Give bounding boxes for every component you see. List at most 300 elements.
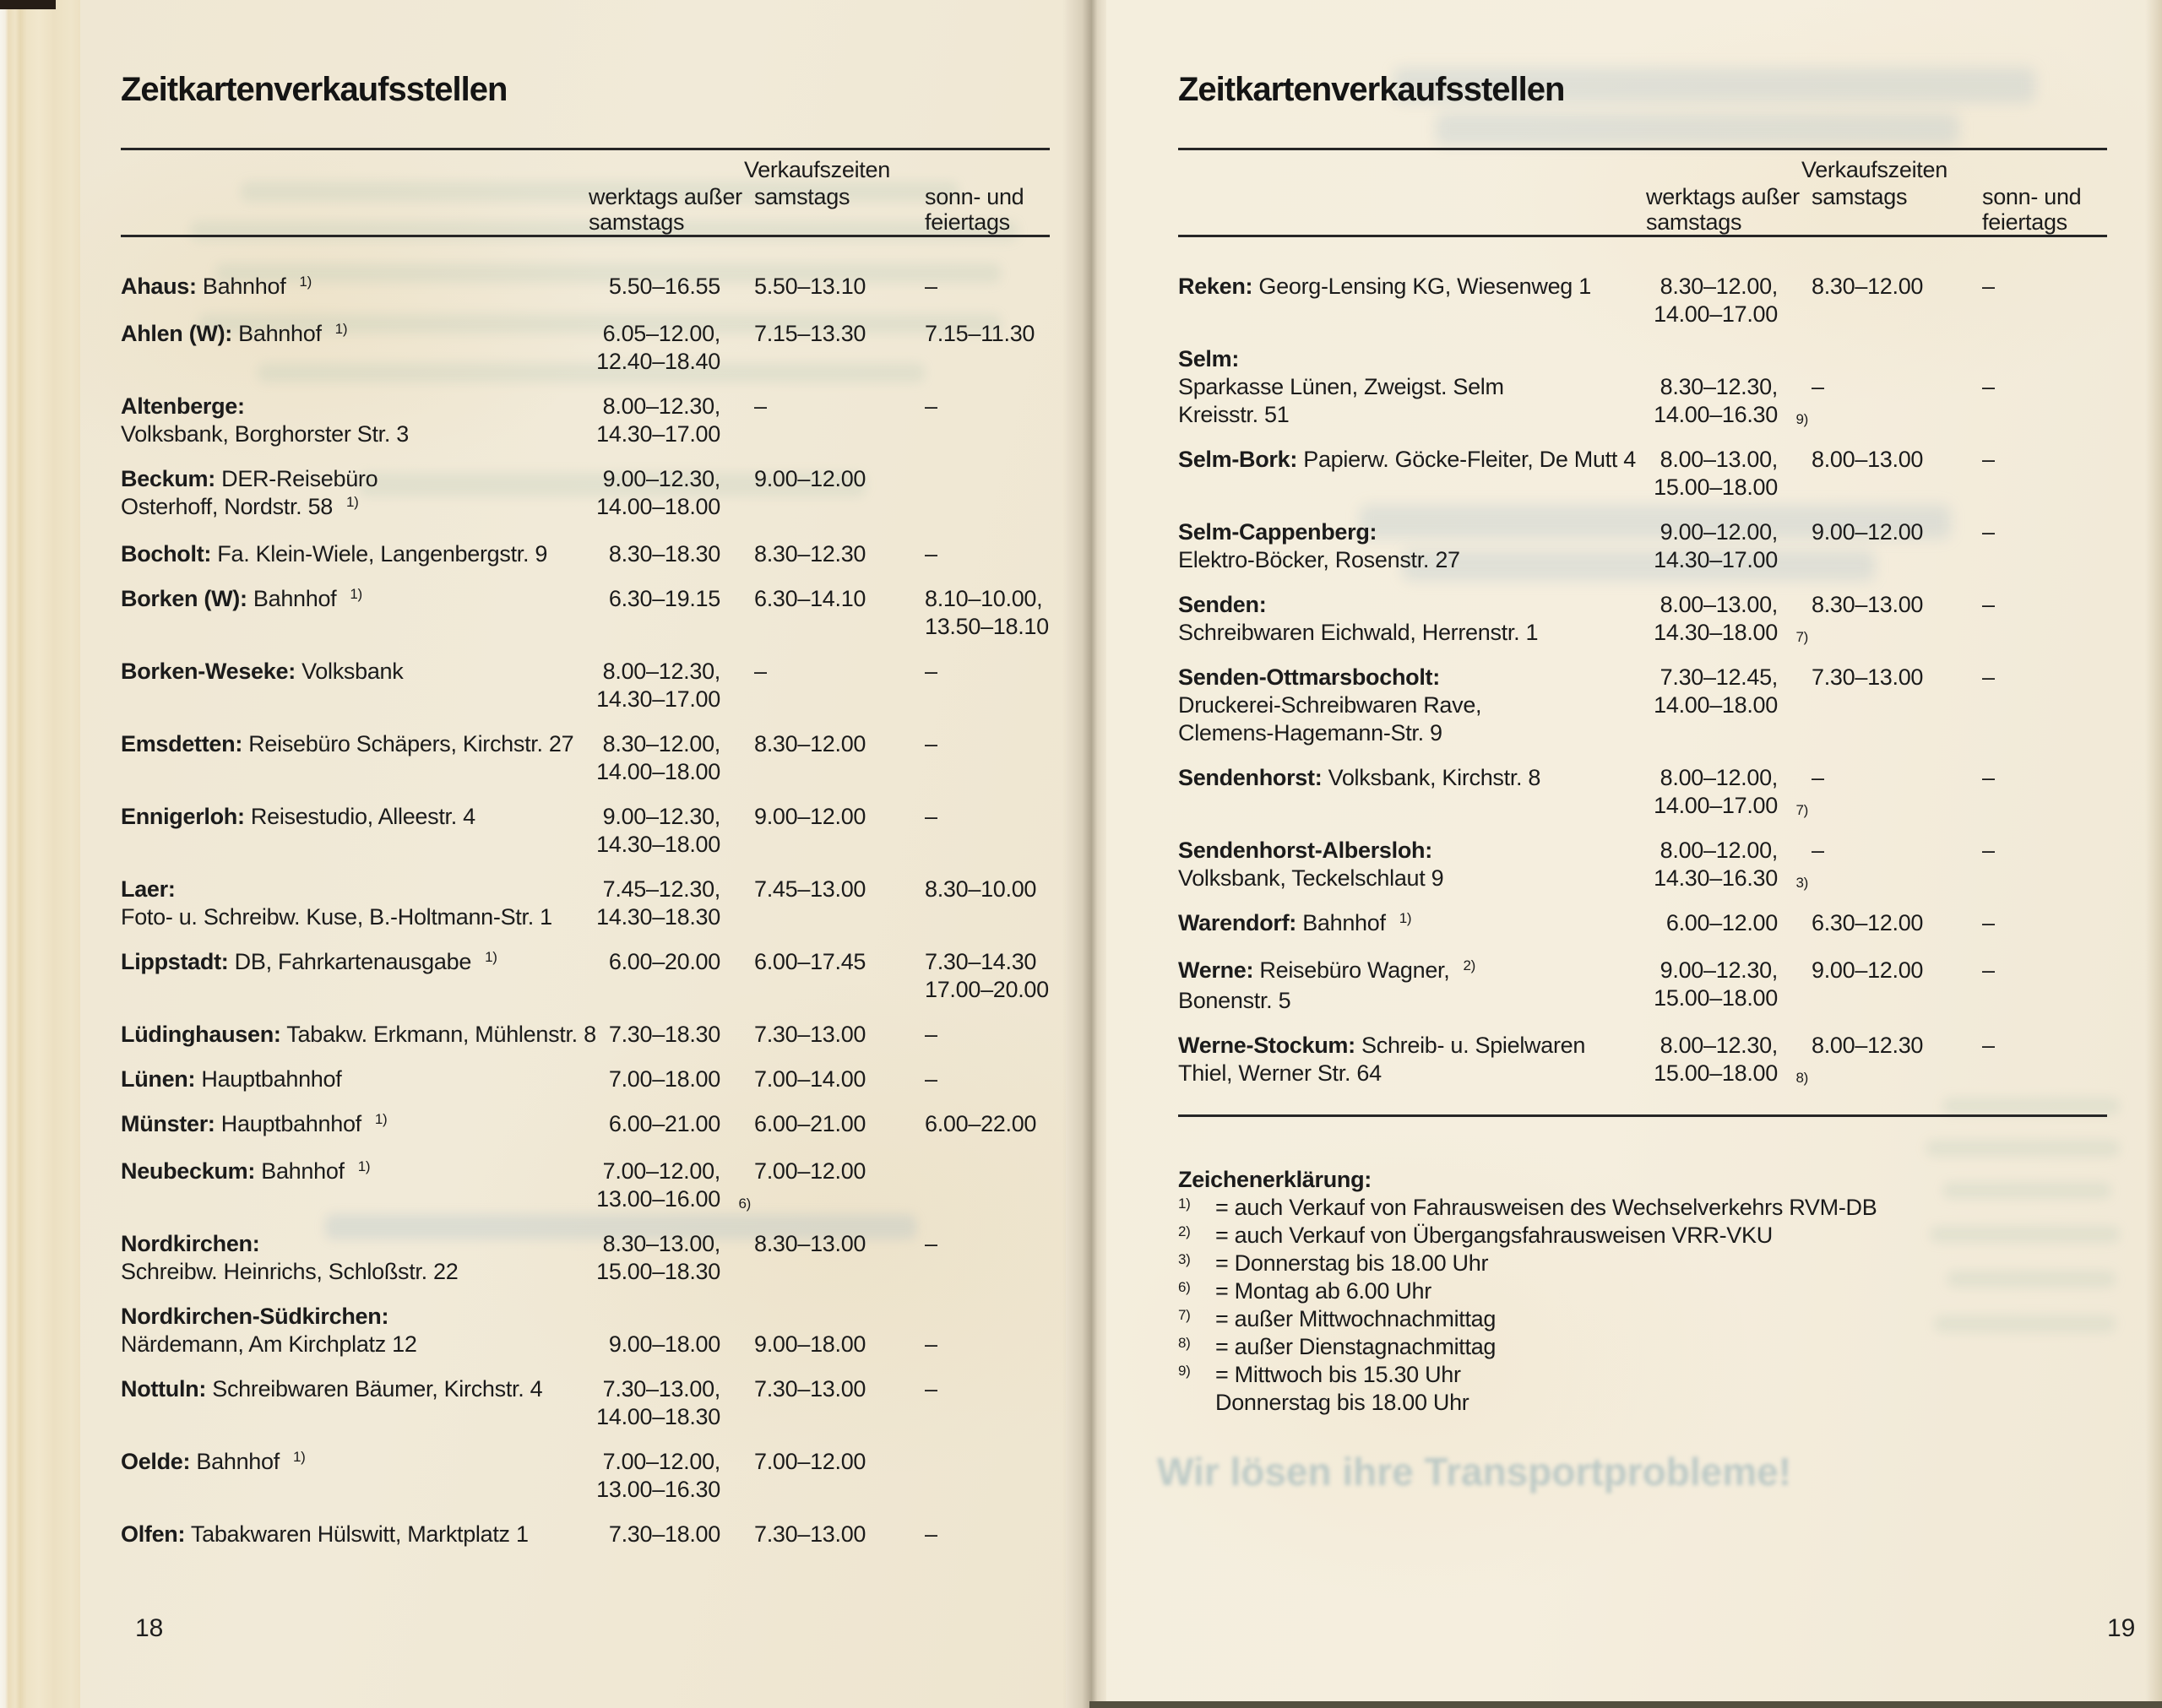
time-line: 9.00–12.30, bbox=[602, 466, 720, 491]
footnote-marker: 6) bbox=[738, 1196, 751, 1212]
book-gutter-shadow bbox=[1062, 0, 1106, 1708]
row-location-line bbox=[1178, 373, 1646, 401]
time-line: 8.30–12.30 bbox=[754, 541, 866, 567]
row-location-text: Thiel, Werner Str. 64 bbox=[1178, 1060, 1382, 1086]
time-line: 6.00–17.45 bbox=[754, 949, 866, 974]
row-location bbox=[1178, 1032, 1646, 1087]
footnote-marker: 7) bbox=[1178, 1307, 1191, 1323]
time-line: 6.30–12.00 bbox=[1812, 910, 1924, 935]
row-times-saturday bbox=[720, 730, 923, 786]
time-line: 9.00–12.30, bbox=[1660, 957, 1778, 983]
row-times-weekdays bbox=[1646, 446, 1778, 502]
time-line: 15.00–18.30 bbox=[596, 1259, 720, 1284]
footnote-marker: 1) bbox=[1178, 1196, 1191, 1212]
row-location-line bbox=[121, 493, 589, 523]
row-location-text: Papierw. Göcke-Fleiter, De Mutt 4 bbox=[1297, 447, 1636, 472]
row-times-weekdays bbox=[589, 948, 720, 1004]
row-location bbox=[121, 1375, 589, 1431]
table-row bbox=[121, 1158, 1050, 1213]
time-line: 8.30–12.00 bbox=[1812, 274, 1924, 299]
time-line: 6.30–19.15 bbox=[608, 586, 720, 611]
footnote-marker: 1) bbox=[1399, 910, 1412, 926]
table-row bbox=[121, 585, 1050, 641]
row-location bbox=[1178, 518, 1646, 574]
time-line: – bbox=[925, 731, 937, 756]
row-location bbox=[121, 540, 589, 568]
page-title: Zeitkartenverkaufsstellen bbox=[1178, 71, 1565, 108]
time-line: 9.00–18.00 bbox=[754, 1331, 866, 1357]
time-line: – bbox=[1812, 765, 1824, 790]
row-times-weekdays bbox=[589, 465, 720, 523]
table-row bbox=[121, 1303, 1050, 1358]
row-times-sunday bbox=[1980, 273, 2107, 328]
time-line: 8.00–12.00, bbox=[1660, 765, 1778, 790]
time-line: 14.30–17.00 bbox=[596, 421, 720, 447]
time-line: 12.40–18.40 bbox=[596, 349, 720, 374]
time-line: – bbox=[925, 659, 937, 684]
table-row bbox=[1178, 957, 2107, 1015]
time-line: 9.00–12.00 bbox=[1812, 957, 1924, 983]
row-location-line bbox=[121, 1110, 589, 1141]
row-times-weekdays bbox=[1646, 664, 1778, 747]
row-location-bold: Lünen: bbox=[121, 1066, 196, 1092]
time-line: 7.30–13.00, bbox=[602, 1376, 720, 1402]
table-row bbox=[121, 393, 1050, 448]
table-row bbox=[121, 540, 1050, 568]
time-line: 8.10–10.00, bbox=[925, 586, 1043, 611]
row-location bbox=[1178, 957, 1646, 1015]
row-location-bold: Olfen: bbox=[121, 1521, 186, 1547]
footnote-marker: 2) bbox=[1178, 1223, 1191, 1239]
footnote-marker: 2) bbox=[1463, 957, 1475, 973]
legend-text bbox=[1215, 1250, 2107, 1277]
row-times-weekdays bbox=[589, 1375, 720, 1431]
time-line bbox=[1982, 345, 2107, 373]
scan-bottom-edge bbox=[1089, 1701, 2162, 1708]
sales-points-table-left bbox=[121, 273, 1050, 1548]
time-line: 8.00–12.30 bbox=[1812, 1033, 1924, 1058]
row-location-bold: Ahaus: bbox=[121, 274, 197, 299]
time-line: 8.00–13.00, bbox=[1660, 447, 1778, 472]
time-line: 14.00–16.30 9) bbox=[1646, 401, 1778, 429]
row-location-line bbox=[121, 585, 589, 615]
table-header bbox=[121, 148, 1050, 237]
time-line: – bbox=[1982, 447, 1995, 472]
time-line: 8.30–13.00 bbox=[754, 1231, 866, 1256]
page-number: 18 bbox=[135, 1614, 164, 1642]
time-line: 6.00–12.00 bbox=[1665, 910, 1778, 935]
row-location-line bbox=[121, 730, 589, 758]
time-line: 7.15–11.30 bbox=[925, 321, 1035, 346]
row-location-line bbox=[121, 393, 589, 420]
row-times-weekdays bbox=[589, 1521, 720, 1548]
row-location-bold: Laer: bbox=[121, 876, 176, 902]
row-times-saturday bbox=[1778, 664, 1980, 747]
row-times-weekdays bbox=[589, 1230, 720, 1286]
time-line: 8.30–13.00 bbox=[1812, 592, 1924, 617]
row-location-text: Volksbank, Teckelschlaut 9 bbox=[1178, 865, 1444, 891]
time-line: 13.50–18.10 bbox=[925, 614, 1049, 639]
row-times-weekdays bbox=[1646, 518, 1778, 574]
page-title: Zeitkartenverkaufsstellen bbox=[121, 71, 508, 108]
footnote-marker: 1) bbox=[350, 586, 362, 602]
legend-line: = auch Verkauf von Fahrausweisen des Wechselverkehrs RVM-DB bbox=[1215, 1195, 1877, 1220]
legend-items bbox=[1178, 1194, 2107, 1417]
row-location-bold: Lippstadt: bbox=[121, 949, 229, 974]
row-location-bold: Selm-Cappenberg: bbox=[1178, 519, 1377, 545]
row-location bbox=[1178, 837, 1646, 892]
time-line: 9.00–12.30, bbox=[602, 804, 720, 829]
time-line: – bbox=[1982, 910, 1995, 935]
row-location bbox=[121, 273, 589, 303]
row-location bbox=[121, 1021, 596, 1049]
footnote-marker: 9) bbox=[1795, 411, 1808, 427]
time-line: 14.30–18.00 bbox=[596, 832, 720, 857]
row-location-bold: Werne-Stockum: bbox=[1178, 1033, 1355, 1058]
header-rule-top bbox=[1178, 148, 2107, 150]
row-times-sunday bbox=[1980, 664, 2107, 747]
time-line: 14.30–17.00 bbox=[596, 686, 720, 712]
time-line: – bbox=[925, 1231, 937, 1256]
row-times-saturday bbox=[720, 1110, 923, 1141]
row-times-saturday bbox=[1778, 518, 1980, 574]
row-location bbox=[121, 1230, 589, 1286]
row-times-weekdays bbox=[589, 1158, 751, 1213]
row-times-saturday bbox=[720, 393, 923, 448]
table-row bbox=[121, 658, 1050, 713]
row-location-line bbox=[1178, 909, 1646, 940]
row-location-line bbox=[121, 1375, 589, 1403]
row-times-saturday bbox=[1778, 909, 1980, 940]
row-times-sunday bbox=[1980, 909, 2107, 940]
legend-item bbox=[1178, 1222, 2107, 1250]
footnote-marker: 7) bbox=[1795, 629, 1808, 645]
table-header bbox=[1178, 148, 2107, 237]
row-times-sunday bbox=[923, 803, 1050, 859]
row-times-weekdays bbox=[589, 1303, 720, 1358]
time-line: 7.30–18.30 bbox=[608, 1022, 720, 1047]
time-line: 8.00–13.00 bbox=[1812, 447, 1924, 472]
footnote-marker: 3) bbox=[1795, 875, 1808, 891]
time-line: – bbox=[925, 1521, 937, 1547]
time-line: 8.30–10.00 bbox=[925, 876, 1037, 902]
time-line: 15.00–18.00 8) bbox=[1646, 1060, 1778, 1087]
row-location-line bbox=[1178, 957, 1646, 987]
row-times-weekdays bbox=[589, 658, 720, 713]
time-line: 15.00–18.00 bbox=[1654, 474, 1778, 500]
row-location-bold: Bocholt: bbox=[121, 541, 212, 567]
row-location-line bbox=[121, 1303, 589, 1331]
row-location-text: Fa. Klein-Wiele, Langenbergstr. 9 bbox=[211, 541, 548, 567]
row-times-saturday bbox=[720, 320, 923, 376]
row-location bbox=[121, 1065, 589, 1093]
time-line: 15.00–18.00 bbox=[1654, 985, 1778, 1011]
header-col-weekdays: werktags außer samstags bbox=[1646, 184, 1800, 235]
row-location-text: Bahnhof bbox=[247, 586, 337, 611]
row-times-saturday bbox=[1778, 273, 1980, 328]
row-location-bold: Senden-Ottmarsbocholt: bbox=[1178, 664, 1440, 690]
row-location-text: Schreib- u. Spielwaren bbox=[1355, 1033, 1586, 1058]
row-location-text: Reisestudio, Alleestr. 4 bbox=[244, 804, 475, 829]
row-location-bold: Werne: bbox=[1178, 957, 1254, 983]
row-times-weekdays bbox=[589, 1110, 720, 1141]
row-times-sunday bbox=[1980, 764, 2107, 820]
row-location-text: Tabakw. Erkmann, Mühlenstr. 8 bbox=[280, 1022, 596, 1047]
row-location-line bbox=[1178, 987, 1646, 1015]
footnote-marker: 1) bbox=[299, 274, 312, 290]
row-times-saturday bbox=[720, 585, 923, 641]
row-times-weekdays bbox=[1646, 764, 1808, 820]
row-location-text: Georg-Lensing KG, Wiesenweg 1 bbox=[1252, 274, 1591, 299]
legend-line: = Montag ab 6.00 Uhr bbox=[1215, 1278, 1431, 1304]
table-row bbox=[121, 465, 1050, 523]
scan-corner-shadow bbox=[0, 0, 56, 9]
row-location-line bbox=[1178, 719, 1646, 747]
time-line: – bbox=[1982, 374, 1995, 399]
time-line: 13.00–16.00 6) bbox=[589, 1185, 720, 1213]
row-location-line bbox=[1178, 591, 1646, 619]
row-location-bold: Sendenhorst: bbox=[1178, 765, 1323, 790]
row-times-weekdays bbox=[589, 540, 720, 568]
time-line: 6.00–21.00 bbox=[608, 1111, 720, 1136]
row-location-bold: Lüdinghausen: bbox=[121, 1022, 281, 1047]
row-location-text: Bahnhof bbox=[190, 1449, 280, 1474]
row-location bbox=[1178, 664, 1646, 747]
footnote-marker: 7) bbox=[1795, 802, 1808, 818]
time-line: – bbox=[925, 1022, 937, 1047]
row-times-weekdays bbox=[589, 585, 720, 641]
time-line: 7.00–14.00 bbox=[754, 1066, 866, 1092]
row-location-line bbox=[121, 1521, 589, 1548]
row-location bbox=[121, 948, 589, 1004]
row-location-line bbox=[121, 1331, 589, 1358]
table-row bbox=[1178, 764, 2107, 820]
time-line: – bbox=[1982, 838, 1995, 863]
row-location-bold: Emsdetten: bbox=[121, 731, 243, 756]
row-times-weekdays bbox=[1646, 345, 1808, 429]
row-location-line bbox=[121, 1448, 589, 1478]
time-line: 7.30–13.00 bbox=[754, 1022, 866, 1047]
header-col-weekdays: werktags außer samstags bbox=[589, 184, 742, 235]
header-col-saturday: samstags bbox=[1812, 184, 1908, 209]
time-line bbox=[925, 1303, 1050, 1331]
row-location-text: Hauptbahnhof bbox=[215, 1111, 361, 1136]
row-location-bold: Senden: bbox=[1178, 592, 1267, 617]
header-rule-bottom bbox=[1178, 235, 2107, 237]
time-line: 6.05–12.00, bbox=[602, 321, 720, 346]
time-line: 13.00–16.30 bbox=[596, 1477, 720, 1502]
row-times-saturday bbox=[720, 1521, 923, 1548]
table-row bbox=[1178, 591, 2107, 647]
legend-text bbox=[1215, 1277, 2107, 1305]
scan-right-edge bbox=[2145, 0, 2162, 1708]
row-location bbox=[121, 1158, 589, 1213]
row-location-text: Schreibw. Heinrichs, Schloßstr. 22 bbox=[121, 1259, 459, 1284]
footnote-marker: 1) bbox=[485, 949, 497, 965]
time-line: 6.00–20.00 bbox=[608, 949, 720, 974]
row-location bbox=[121, 1303, 589, 1358]
table-row bbox=[1178, 909, 2107, 940]
row-times-weekdays bbox=[1646, 837, 1808, 892]
row-times-weekdays bbox=[589, 803, 720, 859]
row-location-line bbox=[121, 803, 589, 831]
table-row bbox=[121, 273, 1050, 303]
table-row bbox=[121, 1448, 1050, 1504]
row-location bbox=[121, 1448, 589, 1504]
row-location bbox=[121, 1521, 589, 1548]
header-rule-top bbox=[121, 148, 1050, 150]
table-row bbox=[121, 1230, 1050, 1286]
time-line: 14.00–17.00 bbox=[1654, 301, 1778, 327]
row-times-weekdays bbox=[589, 1448, 720, 1504]
row-location-line bbox=[1178, 518, 1646, 546]
row-location-line bbox=[1178, 837, 1646, 865]
row-times-sunday bbox=[1980, 446, 2107, 502]
table-row bbox=[1178, 273, 2107, 328]
row-location bbox=[121, 658, 589, 713]
legend-text bbox=[1215, 1305, 2107, 1333]
row-location-bold: Ahlen (W): bbox=[121, 321, 232, 346]
row-location-text: Bonenstr. 5 bbox=[1178, 988, 1291, 1013]
footnote-marker: 6) bbox=[1178, 1279, 1191, 1295]
legend-line: Donnerstag bis 18.00 Uhr bbox=[1215, 1390, 1469, 1415]
row-times-sunday bbox=[923, 1230, 1050, 1286]
table-row bbox=[121, 1021, 1050, 1049]
row-times-weekdays bbox=[589, 730, 720, 786]
time-line: 14.30–18.30 bbox=[596, 904, 720, 930]
row-location-bold: Borken (W): bbox=[121, 586, 247, 611]
row-location-bold: Ennigerloh: bbox=[121, 804, 245, 829]
row-times-sunday bbox=[923, 730, 1050, 786]
row-location-bold: Reken: bbox=[1178, 274, 1253, 299]
page-left bbox=[80, 0, 1066, 1708]
row-times-weekdays bbox=[589, 320, 720, 376]
row-times-weekdays bbox=[1646, 273, 1778, 328]
footnote-marker: 1) bbox=[292, 1449, 306, 1465]
row-times-weekdays bbox=[589, 273, 720, 303]
row-location-text: Volksbank, Borghorster Str. 3 bbox=[121, 421, 409, 447]
row-location-line bbox=[1178, 764, 1646, 792]
row-times-sunday bbox=[923, 658, 1050, 713]
legend-item bbox=[1178, 1250, 2107, 1277]
time-line: 7.00–18.00 bbox=[608, 1066, 720, 1092]
row-times-saturday bbox=[1778, 446, 1980, 502]
row-times-weekdays bbox=[1646, 957, 1778, 1015]
row-location-bold: Sendenhorst-Albersloh: bbox=[1178, 838, 1432, 863]
row-times-sunday bbox=[923, 1021, 1050, 1049]
row-times-sunday bbox=[1980, 591, 2107, 647]
row-times-sunday bbox=[1980, 1032, 2107, 1087]
time-line: – bbox=[925, 274, 937, 299]
time-line: 7.30–18.00 bbox=[608, 1521, 720, 1547]
row-location-bold: Neubeckum: bbox=[121, 1158, 256, 1184]
table-row bbox=[121, 730, 1050, 786]
row-location-text: Volksbank bbox=[295, 659, 404, 684]
row-location-line bbox=[121, 273, 589, 303]
row-times-sunday bbox=[923, 1303, 1050, 1358]
footnote-marker: 8) bbox=[1795, 1070, 1808, 1086]
time-line: – bbox=[925, 541, 937, 567]
row-location-text: Schreibwaren Eichwald, Herrenstr. 1 bbox=[1178, 620, 1539, 645]
legend-line: = auch Verkauf von Übergangsfahrausweisen VRR-VKU bbox=[1215, 1223, 1773, 1248]
row-times-weekdays bbox=[589, 393, 720, 448]
row-times-sunday bbox=[923, 1110, 1050, 1141]
table-row bbox=[121, 876, 1050, 931]
table-row bbox=[1178, 446, 2107, 502]
legend-line: = außer Dienstagnachmittag bbox=[1215, 1334, 1497, 1359]
time-line: 14.30–17.00 bbox=[1654, 547, 1778, 572]
row-location-bold: Borken-Weseke: bbox=[121, 659, 296, 684]
row-times-weekdays bbox=[1646, 909, 1778, 940]
time-line: – bbox=[754, 659, 767, 684]
row-location-text: Närdemann, Am Kirchplatz 12 bbox=[121, 1331, 417, 1357]
time-line: – bbox=[925, 393, 937, 419]
row-location-text: Osterhoff, Nordstr. 58 bbox=[121, 494, 334, 519]
time-line: – bbox=[1982, 519, 1995, 545]
row-times-saturday bbox=[720, 1065, 923, 1093]
table-row bbox=[1178, 837, 2107, 892]
row-times-weekdays bbox=[1646, 1032, 1808, 1087]
footnote-marker: 8) bbox=[1178, 1335, 1191, 1351]
row-location-text: DER-Reisebüro bbox=[215, 466, 378, 491]
row-location-text: Bahnhof bbox=[196, 274, 286, 299]
row-times-weekdays bbox=[589, 1065, 720, 1093]
time-line: – bbox=[1982, 274, 1995, 299]
row-location-bold: Oelde: bbox=[121, 1449, 191, 1474]
time-line: 14.00–18.00 bbox=[596, 494, 720, 519]
time-line: – bbox=[1982, 957, 1995, 983]
time-line: – bbox=[1982, 664, 1995, 690]
row-location bbox=[121, 876, 589, 931]
time-line: 7.00–12.00, bbox=[602, 1449, 720, 1474]
time-line: – bbox=[1982, 592, 1995, 617]
time-line: 14.00–18.00 bbox=[1654, 692, 1778, 718]
time-line: 7.30–13.00 bbox=[754, 1521, 866, 1547]
row-times-saturday bbox=[720, 1230, 923, 1286]
time-line: 8.30–13.00, bbox=[602, 1231, 720, 1256]
row-location-line bbox=[1178, 1060, 1646, 1087]
row-times-sunday bbox=[1980, 957, 2107, 1015]
row-times-sunday bbox=[923, 585, 1050, 641]
row-location bbox=[1178, 764, 1646, 820]
row-location-text: Hauptbahnhof bbox=[195, 1066, 342, 1092]
bleedthrough-headline: Wir lösen ihre Transportprobleme! bbox=[1157, 1450, 1792, 1494]
row-times-sunday bbox=[923, 540, 1050, 568]
time-line: – bbox=[925, 804, 937, 829]
time-line: 7.30–13.00 bbox=[1812, 664, 1924, 690]
time-line: 9.00–12.00 bbox=[754, 804, 866, 829]
legend-item bbox=[1178, 1194, 2107, 1222]
row-location-line bbox=[1178, 273, 1646, 301]
time-line: 9.00–12.00, bbox=[1660, 519, 1778, 545]
legend-title: Zeichenerklärung: bbox=[1178, 1167, 1372, 1192]
time-line: – bbox=[925, 1331, 937, 1357]
row-location-line bbox=[121, 1230, 589, 1258]
row-location-text: Bahnhof bbox=[255, 1158, 345, 1184]
row-times-saturday bbox=[720, 803, 923, 859]
legend bbox=[1178, 1166, 2107, 1417]
time-line: 5.50–16.55 bbox=[608, 274, 720, 299]
time-line: – bbox=[925, 1376, 937, 1402]
time-line: 8.30–12.00 bbox=[754, 731, 866, 756]
row-times-saturday bbox=[720, 1021, 923, 1049]
header-col-sunday: sonn- und feiertags bbox=[1982, 184, 2082, 235]
row-location-line bbox=[1178, 401, 1646, 429]
time-line bbox=[1812, 345, 1980, 373]
time-line: – bbox=[1982, 1033, 1995, 1058]
time-line: – bbox=[1982, 765, 1995, 790]
row-location bbox=[1178, 345, 1646, 429]
